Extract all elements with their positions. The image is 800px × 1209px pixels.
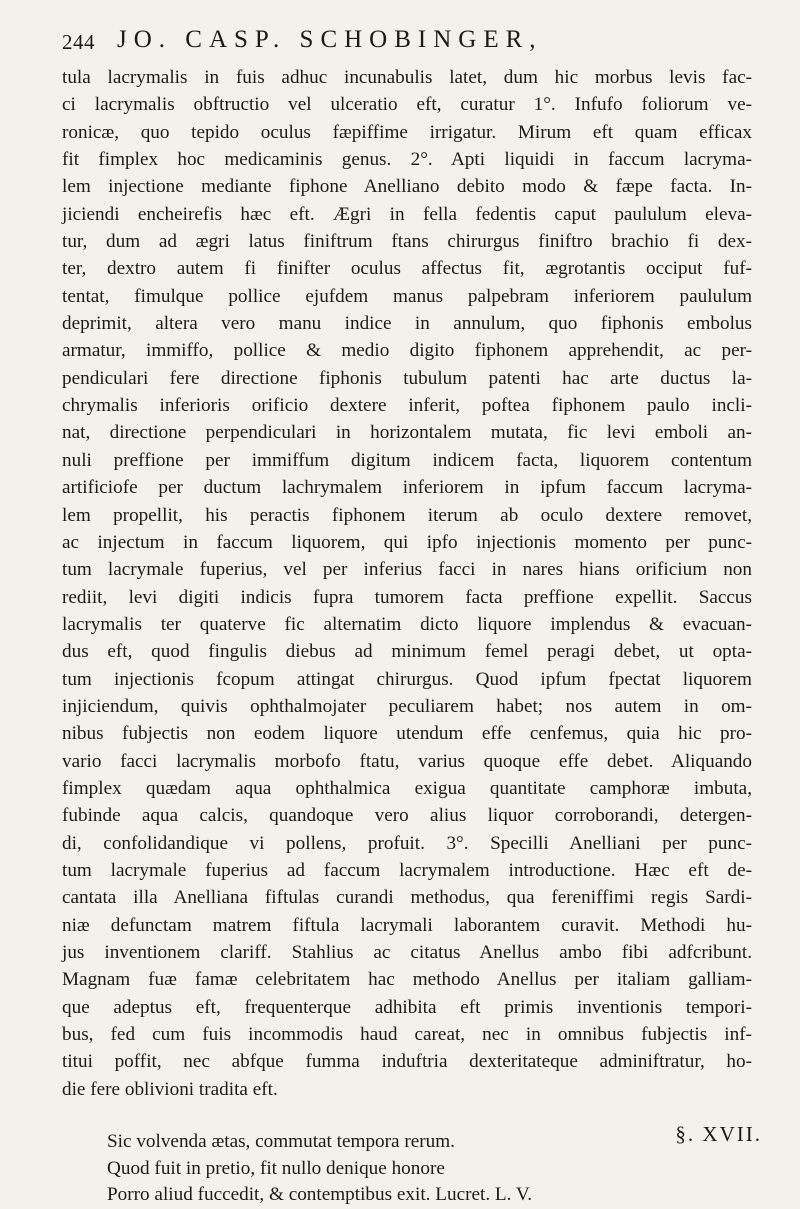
text-line: lem propellit, his peractis fiphonem iterum ab oculo dextere removet, (62, 504, 752, 526)
text-line: jus inventionem clariff. Stahlius ac citatus Anellus ambo fibi adfcribunt. (62, 942, 752, 963)
book-page (62, 22, 752, 1209)
text-line: tur, dum ad ægri latus finiftrum ftans chirurgus finiftro brachio fi dex- (62, 231, 752, 253)
text-line: ter, dextro autem fi finifter oculus affectus fit, ægrotantis occiput fuf- (62, 258, 752, 280)
text-line: vario facci lacrymalis morbofo ftatu, varius quoque effe debet. Aliquando (62, 750, 752, 772)
text-line: ac injectum in faccum liquorem, qui ipfo injectionis momento per punc- (62, 531, 752, 553)
text-line: die fere oblivioni tradita eft. (62, 1078, 278, 1100)
text-line: di, confolidandique vi pollens, profuit. 3°. Specilli Anelliani per punc- (62, 832, 752, 854)
text-line: nibus fubjectis non eodem liquore utendum effe cenfemus, quia hic pro- (62, 723, 752, 745)
text-line: ronicæ, quo tepido oculus fæpiffime irrigatur. Mirum eft quam efficax (62, 121, 752, 143)
text-line: jiciendi encheirefis hæc eft. Ægri in fella fedentis caput paululum eleva- (62, 203, 752, 225)
text-line: ci lacrymalis obftructio vel ulceratio eft, curatur 1°. Infufo foliorum ve- (62, 94, 752, 116)
verse-line: Sic volvenda ætas, commutat tempora rerum. (107, 1131, 455, 1153)
text-line: lacrymalis ter quaterve fic alternatim dicto liquore implendus & evacuan- (62, 613, 752, 635)
text-line: rediit, levi digiti indicis fupra tumorem facta preffione expellit. Saccus (62, 586, 752, 608)
text-line: tula lacrymalis in fuis adhuc incunabulis latet, dum hic morbus levis fac- (62, 67, 752, 88)
body-text (62, 64, 752, 1103)
verse-line: Porro aliud fuccedit, & contemptibus exit. Lucret. L. V. (107, 1184, 533, 1206)
text-line: pendiculari fere directione fiphonis tubulum patenti hac arte ductus la- (62, 367, 752, 389)
text-line: armatur, immiffo, pollice & medio digito fiphonem apprehendit, ac per- (62, 340, 752, 362)
text-line: titui poffit, nec abfque fumma induftria dexteritateque adminiftratur, ho- (62, 1051, 752, 1073)
text-line: fubinde aqua calcis, quandoque vero alius liquor corroborandi, detergen- (62, 805, 752, 827)
text-line: tum lacrymale fuperius ad faccum lacrymalem introductione. Hæc eft de- (62, 859, 752, 881)
page-header (62, 22, 752, 62)
text-line: cantata illa Anelliana fiftulas curandi methodus, qua fereniffimi regis Sardi- (62, 887, 752, 909)
text-line: dus eft, quod fingulis diebus ad minimum femel peragi debet, ut opta- (62, 641, 752, 663)
text-line: nat, directione perpendiculari in horizontalem mutata, fic levi emboli an- (62, 422, 752, 444)
verse-line: Quod fuit in pretio, fit nullo denique honore (107, 1157, 445, 1179)
catchword: §. XVII. (675, 1122, 762, 1146)
text-line: tum lacrymale fuperius, vel per inferius facci in nares hians orificium non (62, 559, 752, 581)
text-line: artificiofe per ductum lachrymalem inferiorem in ipfum faccum lacryma- (62, 477, 752, 499)
text-line: tum injectionis fcopum attingat chirurgus. Quod ipfum fpectat liquorem (62, 668, 752, 690)
text-line: bus, fed cum fuis incommodis haud careat, nec in omnibus fubjectis inf- (62, 1024, 752, 1046)
text-line: que adeptus eft, frequenterque adhibita eft primis inventionis tempori- (62, 996, 752, 1018)
text-line: deprimit, altera vero manu indice in annulum, quo fiphonis embolus (62, 313, 752, 335)
text-line: chrymalis inferioris orificio dextere inferit, poftea fiphonem paulo incli- (62, 395, 752, 417)
page-number: 244 (62, 30, 95, 54)
text-line: niæ defunctam matrem fiftula lacrymali laborantem curavit. Methodi hu- (62, 914, 752, 936)
text-line: fit fimplex hoc medicaminis genus. 2°. Apti liquidi in faccum lacryma- (62, 149, 752, 171)
running-head: JO. CASP. SCHOBINGER, (117, 26, 543, 53)
text-line: nuli preffione per immiffum digitum indicem facta, liquorem contentum (62, 449, 752, 471)
text-line: lem injectione mediante fiphone Anelliano debito modo & fæpe facta. In- (62, 176, 752, 198)
text-line: Magnam fuæ famæ celebritatem hac methodo Anellus per italiam galliam- (62, 969, 752, 991)
verse-quotation (62, 1129, 752, 1209)
text-line: fimplex quædam aqua ophthalmica exigua quantitate camphoræ imbuta, (62, 777, 752, 799)
text-line: tentat, fimulque pollice ejufdem manus palpebram inferiorem paululum (62, 285, 752, 307)
text-line: injiciendum, quivis ophthalmojater peculiarem habet; nos autem in om- (62, 695, 752, 717)
